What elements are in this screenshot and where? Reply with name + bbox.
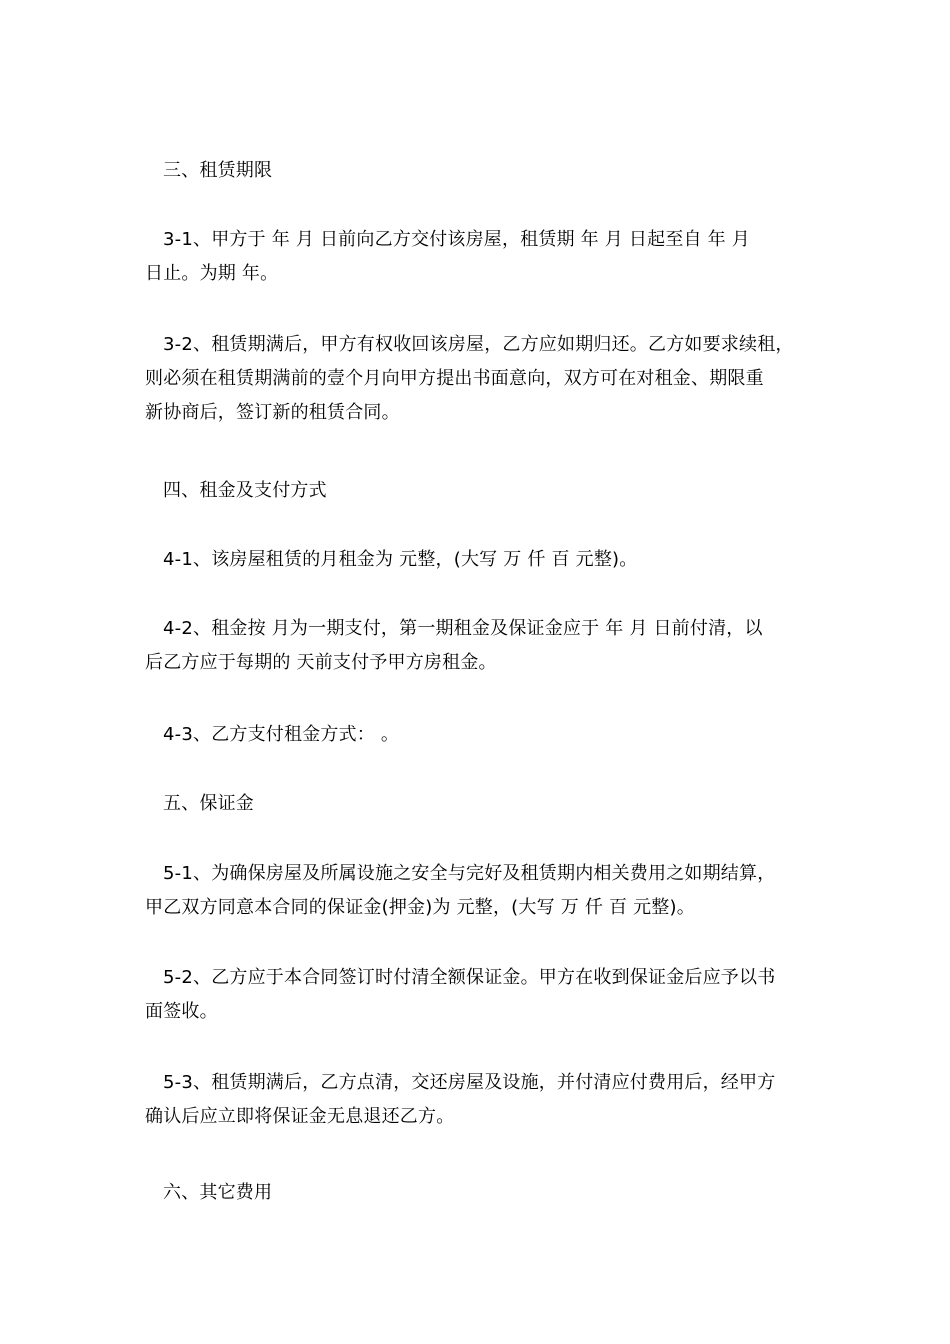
section-3-heading: 三、租赁期限 [163,160,273,181]
section-5-heading: 五、保证金 [163,793,254,814]
clause-4-3-line-1: 4-3、乙方支付租金方式： 。 [163,724,400,745]
clause-3-1 [145,223,815,291]
clause-5-1-line-1: 5-1、为确保房屋及所属设施之安全与完好及租赁期内相关费用之如期结算， [163,863,776,884]
section-6-heading: 六、其它费用 [163,1182,273,1203]
clause-5-2-line-1: 5-2、乙方应于本合同签订时付清全额保证金。甲方在收到保证金后应予以书 [163,967,776,988]
clause-3-1-line-2: 日止。为期 年。 [145,263,279,284]
clause-5-3-line-2: 确认后应立即将保证金无息退还乙方。 [145,1106,455,1127]
clause-4-2-line-1: 4-2、租金按 月为一期支付，第一期租金及保证金应于 年 月 日前付清，以 [163,618,763,639]
clause-5-2 [145,961,815,1029]
clause-4-1-line-1: 4-1、该房屋租赁的月租金为 元整，(大写 万 仟 百 元整)。 [163,549,638,570]
clause-3-2 [145,328,815,430]
clause-5-3-line-1: 5-3、租赁期满后，乙方点清，交还房屋及设施，并付清应付费用后，经甲方 [163,1072,776,1093]
clause-4-2 [145,612,815,680]
clause-5-3 [145,1066,815,1134]
clause-4-1 [145,543,815,577]
clause-5-2-line-2: 面签收。 [145,1001,218,1022]
clause-3-1-line-1: 3-1、甲方于 年 月 日前向乙方交付该房屋，租赁期 年 月 日起至自 年 月 [163,229,750,250]
clause-5-1 [145,857,815,925]
clause-3-2-line-2: 则必须在租赁期满前的壹个月向甲方提出书面意向，双方可在对租金、期限重 [145,368,764,389]
clause-5-1-line-2: 甲乙双方同意本合同的保证金(押金)为 元整，(大写 万 仟 百 元整)。 [145,897,695,918]
clause-4-3 [145,718,815,752]
section-4-heading: 四、租金及支付方式 [163,480,327,501]
clause-4-2-line-2: 后乙方应于每期的 天前支付予甲方房租金。 [145,652,497,673]
clause-3-2-line-1: 3-2、租赁期满后，甲方有权收回该房屋，乙方应如期归还。乙方如要求续租， [163,334,794,355]
clause-3-2-line-3: 新协商后，签订新的租赁合同。 [145,402,400,423]
